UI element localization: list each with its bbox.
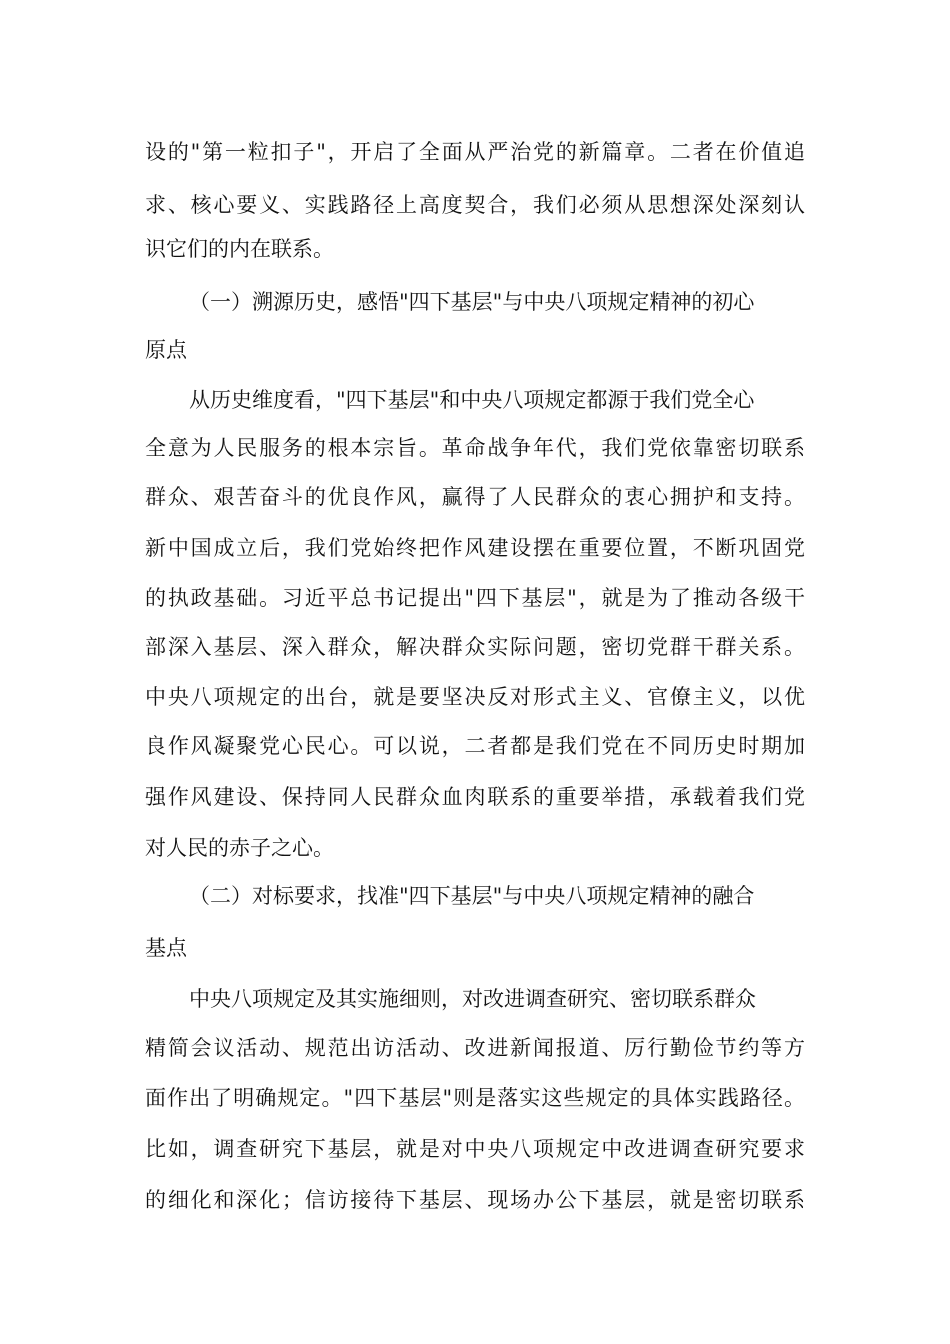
section-heading-line: （二）对标要求，找准"四下基层"与中央八项规定精神的融合 [189, 884, 755, 908]
section-heading-line: （一）溯源历史，感悟"四下基层"与中央八项规定精神的初心 [189, 290, 755, 314]
body-text-line: 面作出了明确规定。"四下基层"则是落实这些规定的具体实践路径。 [145, 1086, 805, 1110]
body-text-line: 的细化和深化；信访接待下基层、现场办公下基层，就是密切联系 [145, 1188, 805, 1212]
section-heading-line: 基点 [145, 936, 187, 960]
body-text-line: 对人民的赤子之心。 [145, 836, 334, 860]
body-text-line: 良作风凝聚党心民心。可以说，二者都是我们党在不同历史时期加 [145, 734, 805, 758]
section-heading-line: 原点 [145, 338, 187, 362]
body-text-line: 精简会议活动、规范出访活动、改进新闻报道、厉行勤俭节约等方 [145, 1036, 805, 1060]
body-text-line: 新中国成立后，我们党始终把作风建设摆在重要位置，不断巩固党 [145, 536, 805, 560]
body-text-line: 中央八项规定及其实施细则，对改进调查研究、密切联系群众 [189, 987, 756, 1011]
body-text-line: 的执政基础。习近平总书记提出"四下基层"，就是为了推动各级干 [145, 586, 805, 610]
body-text-line: 设的"第一粒扣子"，开启了全面从严治党的新篇章。二者在价值追 [145, 140, 805, 164]
body-text-line: 比如，调查研究下基层，就是对中央八项规定中改进调查研究要求 [145, 1137, 805, 1161]
body-text-line: 全意为人民服务的根本宗旨。革命战争年代，我们党依靠密切联系 [145, 436, 805, 460]
body-text-line: 部深入基层、深入群众，解决群众实际问题，密切党群干群关系。 [145, 635, 805, 659]
body-text-line: 求、核心要义、实践路径上高度契合，我们必须从思想深处深刻认 [145, 193, 805, 217]
body-text-line: 群众、艰苦奋斗的优良作风，赢得了人民群众的衷心拥护和支持。 [145, 485, 805, 509]
body-text-line: 从历史维度看，"四下基层"和中央八项规定都源于我们党全心 [189, 388, 755, 412]
body-text-line: 识它们的内在联系。 [145, 237, 334, 261]
body-text-line: 中央八项规定的出台，就是要坚决反对形式主义、官僚主义，以优 [145, 685, 805, 709]
body-text-line: 强作风建设、保持同人民群众血肉联系的重要举措，承载着我们党 [145, 785, 805, 809]
